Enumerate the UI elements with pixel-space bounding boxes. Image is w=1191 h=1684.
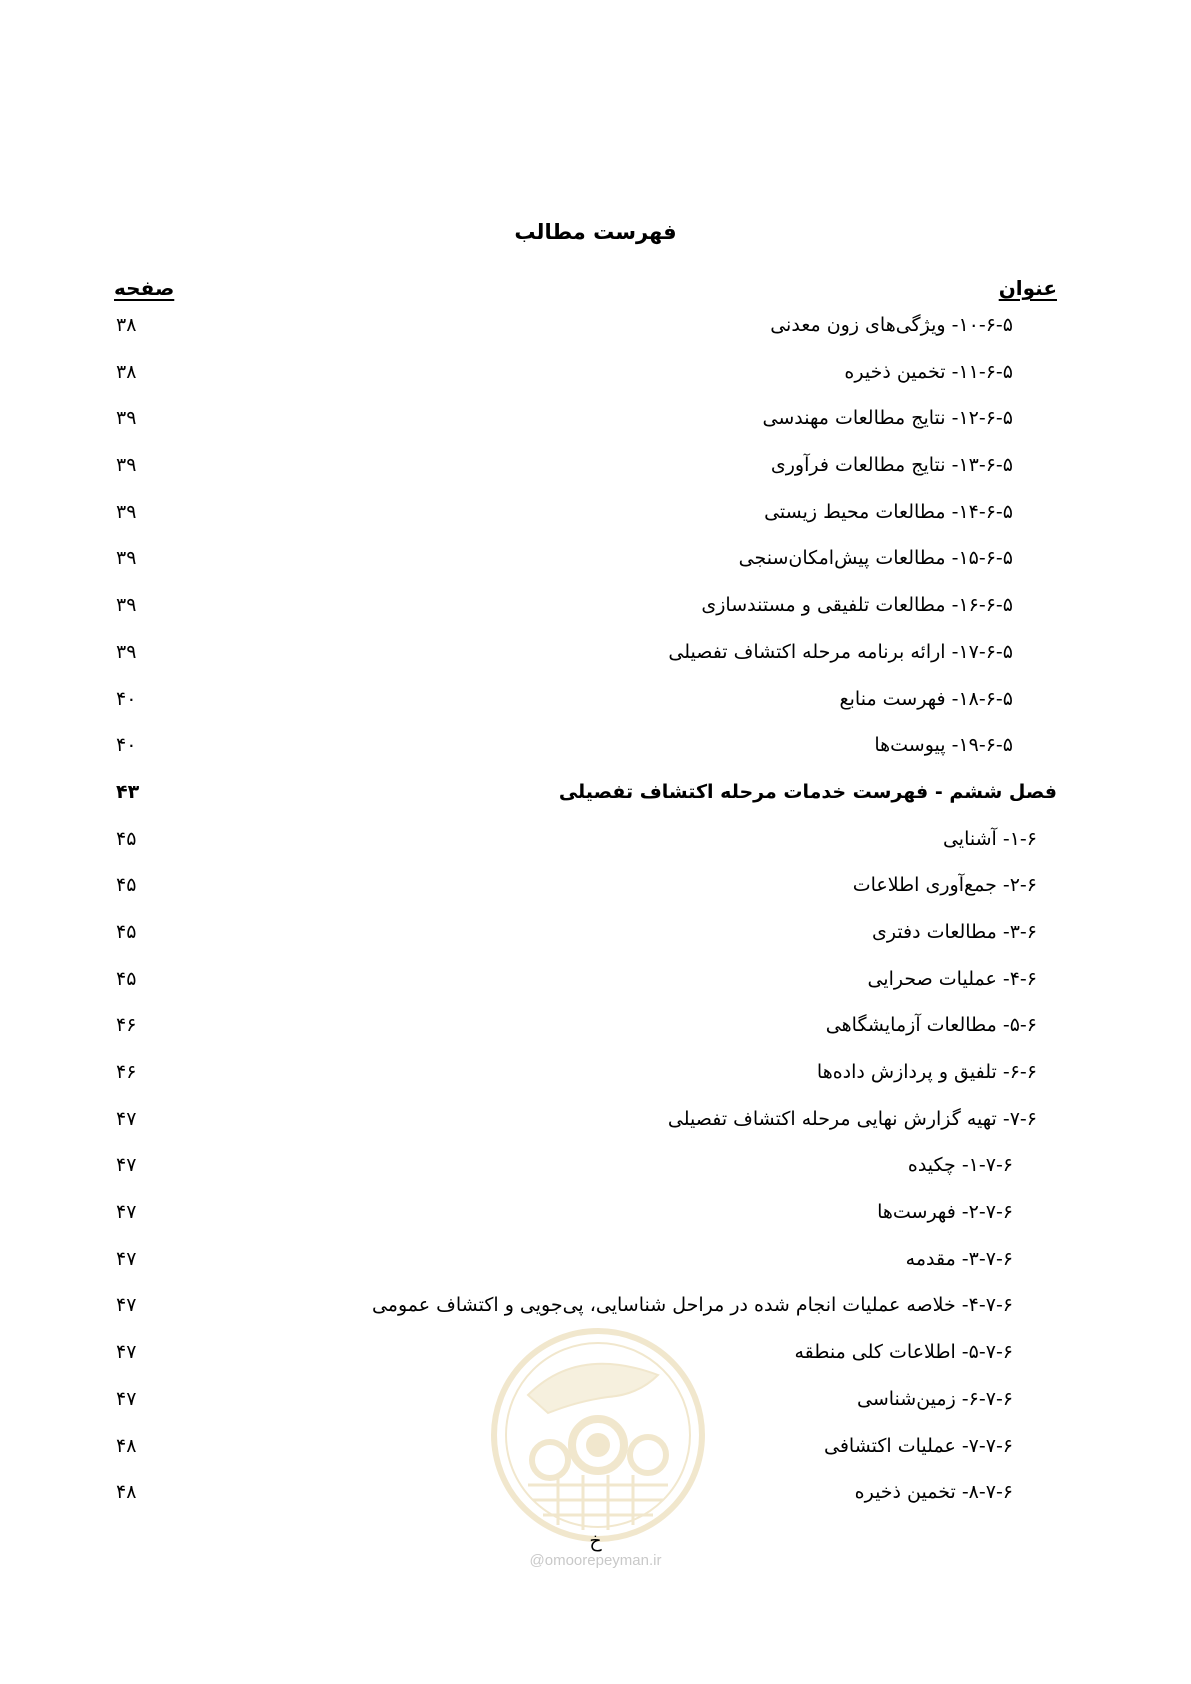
page-title: فهرست مطالب: [514, 220, 677, 244]
toc-entry-page: ۴۶: [116, 1061, 137, 1083]
page-column-header: صفحه: [114, 276, 175, 300]
toc-entry[interactable]: [0, 968, 1191, 1015]
toc-entry-page: ۴۸: [116, 1481, 137, 1504]
toc-entry-page: ۴۰: [116, 734, 137, 757]
page-number: خ: [589, 1530, 602, 1552]
toc-entry-title: ۴-۷-۶- خلاصه عملیات انجام شده در مراحل شناسایی، پی‌جویی و اکتشاف عمومی: [371, 1294, 1013, 1317]
toc-entry-page: ۴۷: [116, 1341, 137, 1364]
toc-entry-title: ۸-۷-۶- تخمین ذخیره: [854, 1481, 1013, 1504]
toc-entry-title: ۴-۶- عملیات صحرایی: [867, 967, 1037, 990]
toc-entry-title: ۱۸-۶-۵- فهرست منابع: [839, 687, 1013, 710]
toc-entry-page: ۳۹: [116, 640, 137, 663]
toc-entry-page: ۴۷: [116, 1387, 137, 1410]
toc-entry[interactable]: [0, 688, 1191, 735]
toc-entry-page: ۴۵: [116, 874, 137, 897]
toc-entry[interactable]: [0, 314, 1191, 361]
toc-entry[interactable]: [0, 1481, 1191, 1528]
toc-entry[interactable]: [0, 594, 1191, 641]
toc-entry-title: ۱۰-۶-۵- ویژگی‌های زون معدنی: [770, 314, 1013, 336]
toc-entry-page: ۳۹: [116, 407, 137, 430]
toc-entry-page: ۴۷: [116, 1201, 137, 1224]
toc-entry-page: ۳۸: [116, 360, 137, 383]
toc-list: [0, 314, 1191, 1528]
toc-entry-page: ۴۰: [116, 687, 137, 710]
title-column-header: عنوان: [998, 276, 1057, 300]
toc-entry[interactable]: [0, 1294, 1191, 1341]
toc-entry[interactable]: [0, 734, 1191, 781]
toc-entry[interactable]: [0, 1061, 1191, 1108]
watermark-site: @omoorepeyman.ir: [529, 1552, 662, 1569]
toc-entry[interactable]: [0, 828, 1191, 875]
toc-entry[interactable]: [0, 361, 1191, 408]
toc-entry[interactable]: [0, 1341, 1191, 1388]
toc-entry[interactable]: [0, 874, 1191, 921]
toc-entry-title: ۱۳-۶-۵- نتایج مطالعات فرآوری: [770, 454, 1013, 477]
toc-entry[interactable]: [0, 1014, 1191, 1061]
toc-entry-title: ۵-۶- مطالعات آزمایشگاهی: [825, 1014, 1037, 1037]
toc-entry-title: ۵-۷-۶- اطلاعات کلی منطقه: [794, 1341, 1013, 1364]
toc-entry[interactable]: [0, 407, 1191, 454]
toc-entry-page: ۴۷: [116, 1247, 137, 1270]
toc-entry[interactable]: [0, 1201, 1191, 1248]
toc-entry-title: ۱-۷-۶- چکیده: [907, 1154, 1013, 1177]
toc-entry-title: ۷-۷-۶- عملیات اکتشافی: [824, 1434, 1013, 1457]
toc-entry-title: ۱۲-۶-۵- نتایج مطالعات مهندسی: [762, 407, 1013, 430]
toc-entry-page: ۴۷: [116, 1154, 137, 1177]
toc-entry-page: ۴۷: [116, 1107, 137, 1130]
toc-entry[interactable]: [0, 454, 1191, 501]
toc-chapter-entry[interactable]: [0, 781, 1191, 828]
toc-entry-title: ۱۹-۶-۵- پیوست‌ها: [874, 734, 1013, 757]
toc-entry-page: ۳۹: [116, 594, 137, 617]
toc-entry-page: ۳۸: [116, 314, 137, 336]
toc-entry[interactable]: [0, 921, 1191, 968]
toc-entry-title: ۱۴-۶-۵- مطالعات محیط زیستی: [764, 500, 1013, 523]
toc-entry-page: ۳۹: [116, 454, 137, 477]
toc-entry[interactable]: [0, 1154, 1191, 1201]
toc-entry[interactable]: [0, 547, 1191, 594]
toc-entry[interactable]: [0, 1435, 1191, 1482]
toc-chapter-title: فصل ششم - فهرست خدمات مرحله اکتشاف تفصیلی: [558, 780, 1057, 803]
toc-entry-title: ۱۷-۶-۵- ارائه برنامه مرحله اکتشاف تفصیلی: [668, 640, 1013, 663]
toc-entry-title: ۷-۶- تهیه گزارش نهایی مرحله اکتشاف تفصیلی: [667, 1107, 1037, 1130]
toc-entry-title: ۶-۶- تلفیق و پردازش داده‌ها: [816, 1061, 1037, 1083]
toc-entry-title: ۳-۷-۶- مقدمه: [905, 1247, 1013, 1270]
toc-entry-page: ۴۵: [116, 827, 137, 850]
toc-entry-page: ۳۹: [116, 547, 137, 570]
toc-entry-title: ۳-۶- مطالعات دفتری: [871, 920, 1037, 943]
toc-entry-page: ۴۳: [116, 780, 140, 803]
toc-entry[interactable]: [0, 1248, 1191, 1295]
toc-entry-title: ۱۶-۶-۵- مطالعات تلفیقی و مستندسازی: [701, 594, 1013, 617]
toc-entry-page: ۴۶: [116, 1014, 137, 1037]
toc-entry[interactable]: [0, 1388, 1191, 1435]
toc-entry-page: ۴۷: [116, 1294, 137, 1317]
toc-entry[interactable]: [0, 641, 1191, 688]
toc-entry-title: ۲-۷-۶- فهرست‌ها: [877, 1201, 1013, 1224]
toc-entry[interactable]: [0, 1108, 1191, 1155]
toc-entry-title: ۱-۶- آشنایی: [942, 827, 1037, 850]
toc-entry-title: ۱۱-۶-۵- تخمین ذخیره: [844, 360, 1013, 383]
toc-entry-page: ۴۵: [116, 967, 137, 990]
toc-entry-title: ۱۵-۶-۵- مطالعات پیش‌امکان‌سنجی: [738, 547, 1013, 570]
toc-entry-page: ۳۹: [116, 500, 137, 523]
toc-entry-title: ۲-۶- جمع‌آوری اطلاعات: [852, 874, 1037, 897]
toc-entry-page: ۴۸: [116, 1434, 137, 1457]
toc-entry-title: ۶-۷-۶- زمین‌شناسی: [857, 1387, 1013, 1410]
toc-entry-page: ۴۵: [116, 920, 137, 943]
toc-entry[interactable]: [0, 501, 1191, 548]
